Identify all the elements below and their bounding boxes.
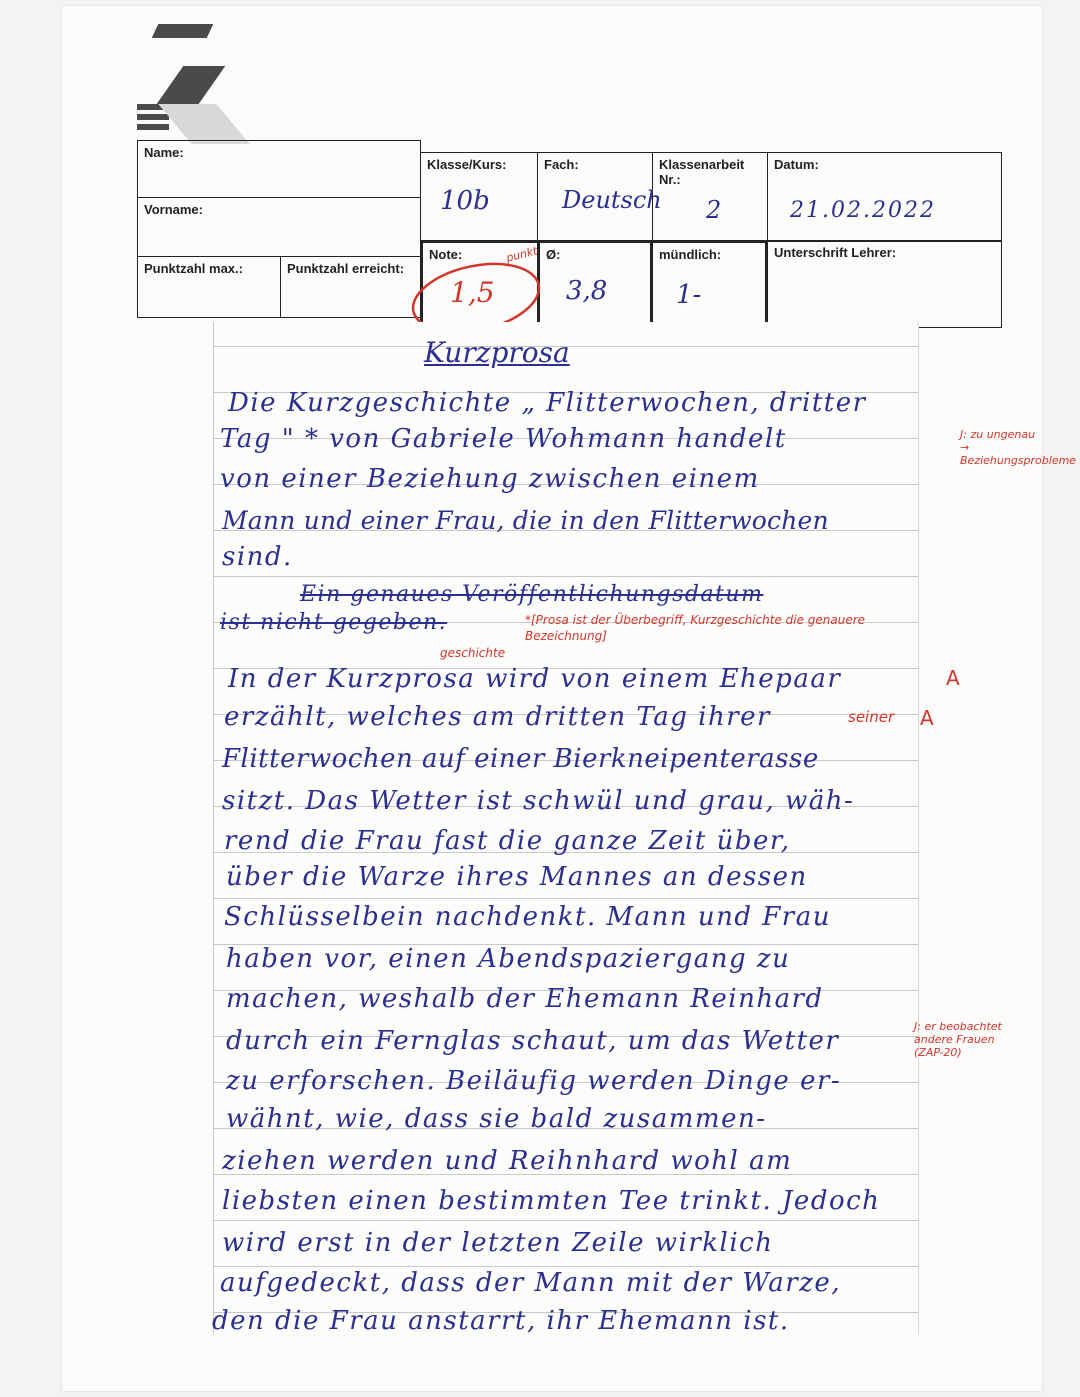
- essay-line: Flitterwochen auf einer Bierkneipenterasse: [222, 744, 819, 774]
- essay-line: über die Warze ihres Mannes an dessen: [226, 862, 808, 892]
- margin-note-bottom: J: er beobachtet andere Frauen (ZAP-20): [914, 1020, 1002, 1059]
- essay-line: In der Kurzprosa wird von einem Ehepaar: [228, 664, 842, 694]
- unterschrift-label: Unterschrift Lehrer:: [774, 245, 897, 260]
- muendlich-label: mündlich:: [659, 247, 722, 262]
- inline-bracket-note: *[Prosa ist der Überbegriff, Kurzgeschichte die genauere Bezeichnung]: [525, 613, 866, 643]
- essay-title: Kurzprosa: [424, 336, 570, 369]
- essay-line: Schlüsselbein nachdenkt. Mann und Frau: [224, 902, 831, 932]
- klassenarbeit-label: Klassenarbeit Nr.:: [659, 157, 745, 187]
- essay-line: den die Frau anstarrt, ihr Ehemann ist.: [212, 1306, 790, 1336]
- punktzahl-max-cell: [137, 256, 281, 318]
- essay-line: sind.: [222, 542, 293, 572]
- essay-line: rend die Frau fast die ganze Zeit über,: [224, 826, 791, 856]
- essay-line: haben vor, einen Abendspaziergang zu: [226, 944, 791, 974]
- note-annotation: punkt: [504, 244, 539, 265]
- paper-rule: [214, 1220, 918, 1221]
- essay-line: Ein genaues Veröffentlichungsdatum: [300, 582, 764, 607]
- punktzahl-max-label: Punktzahl max.:: [144, 261, 243, 276]
- geschichte-insert: geschichte: [440, 646, 506, 660]
- margin-mark-a1: A: [946, 666, 960, 690]
- muendlich-cell: [650, 240, 768, 326]
- essay-line: liebsten einen bestimmten Tee trinkt. Jedoch: [222, 1186, 881, 1216]
- essay-line: Tag " * von Gabriele Wohmann handelt: [220, 424, 787, 454]
- vorname-cell: [137, 197, 421, 257]
- note-label: Note:: [429, 247, 463, 262]
- unterschrift-cell: [767, 240, 1002, 328]
- essay-line: durch ein Fernglas schaut, um das Wetter: [226, 1026, 840, 1056]
- name-cell: [137, 140, 421, 198]
- name-label: Name:: [144, 145, 184, 160]
- essay-line: Mann und einer Frau, die in den Flitterwochen: [222, 506, 829, 535]
- avg-label: Ø:: [546, 247, 561, 262]
- klasse-value: 10b: [440, 186, 490, 216]
- essay-line: aufgedeckt, dass der Mann mit der Warze,: [220, 1268, 842, 1298]
- fach-value: Deutsch: [562, 186, 662, 214]
- essay-line: ziehen werden und Reihnhard wohl am: [222, 1146, 793, 1176]
- essay-line: zu erforschen. Beiläufig werden Dinge er-: [226, 1066, 842, 1096]
- klasse-label: Klasse/Kurs:: [427, 157, 507, 172]
- fach-label: Fach:: [544, 157, 579, 172]
- note-value: 1,5: [450, 276, 495, 309]
- datum-label: Datum:: [774, 157, 819, 172]
- essay-line: machen, weshalb der Ehemann Reinhard: [226, 984, 824, 1014]
- paper-rule: [214, 898, 918, 899]
- essay-line: wähnt, wie, dass sie bald zusammen-: [226, 1104, 767, 1134]
- paper-rule: [214, 1266, 918, 1267]
- essay-line: erzählt, welches am dritten Tag ihrer: [224, 702, 771, 732]
- datum-cell: [767, 152, 1002, 242]
- muendlich-value: 1-: [676, 280, 702, 310]
- essay-line: sitzt. Das Wetter ist schwül und grau, wäh-: [222, 786, 855, 816]
- paper-rule: [214, 576, 918, 577]
- avg-value: 3,8: [566, 276, 608, 306]
- datum-value: 21.02.2022: [790, 198, 936, 223]
- essay-line: von einer Beziehung zwischen einem: [220, 464, 760, 494]
- essay-line: Die Kurzgeschichte „ Flitterwochen, dritter: [228, 388, 867, 418]
- punktzahl-erreicht-label: Punktzahl erreicht:: [287, 261, 405, 276]
- klassenarbeit-value: 2: [706, 196, 722, 224]
- essay-line: wird erst in der letzten Zeile wirklich: [222, 1228, 774, 1258]
- seiner-insert: seiner: [848, 708, 895, 726]
- margin-mark-a2: A: [920, 706, 934, 730]
- margin-note-top: J: zu ungenau → Beziehungsprobleme: [960, 428, 1077, 467]
- essay-line: ist nicht gegeben.: [220, 610, 448, 635]
- vorname-label: Vorname:: [144, 202, 203, 217]
